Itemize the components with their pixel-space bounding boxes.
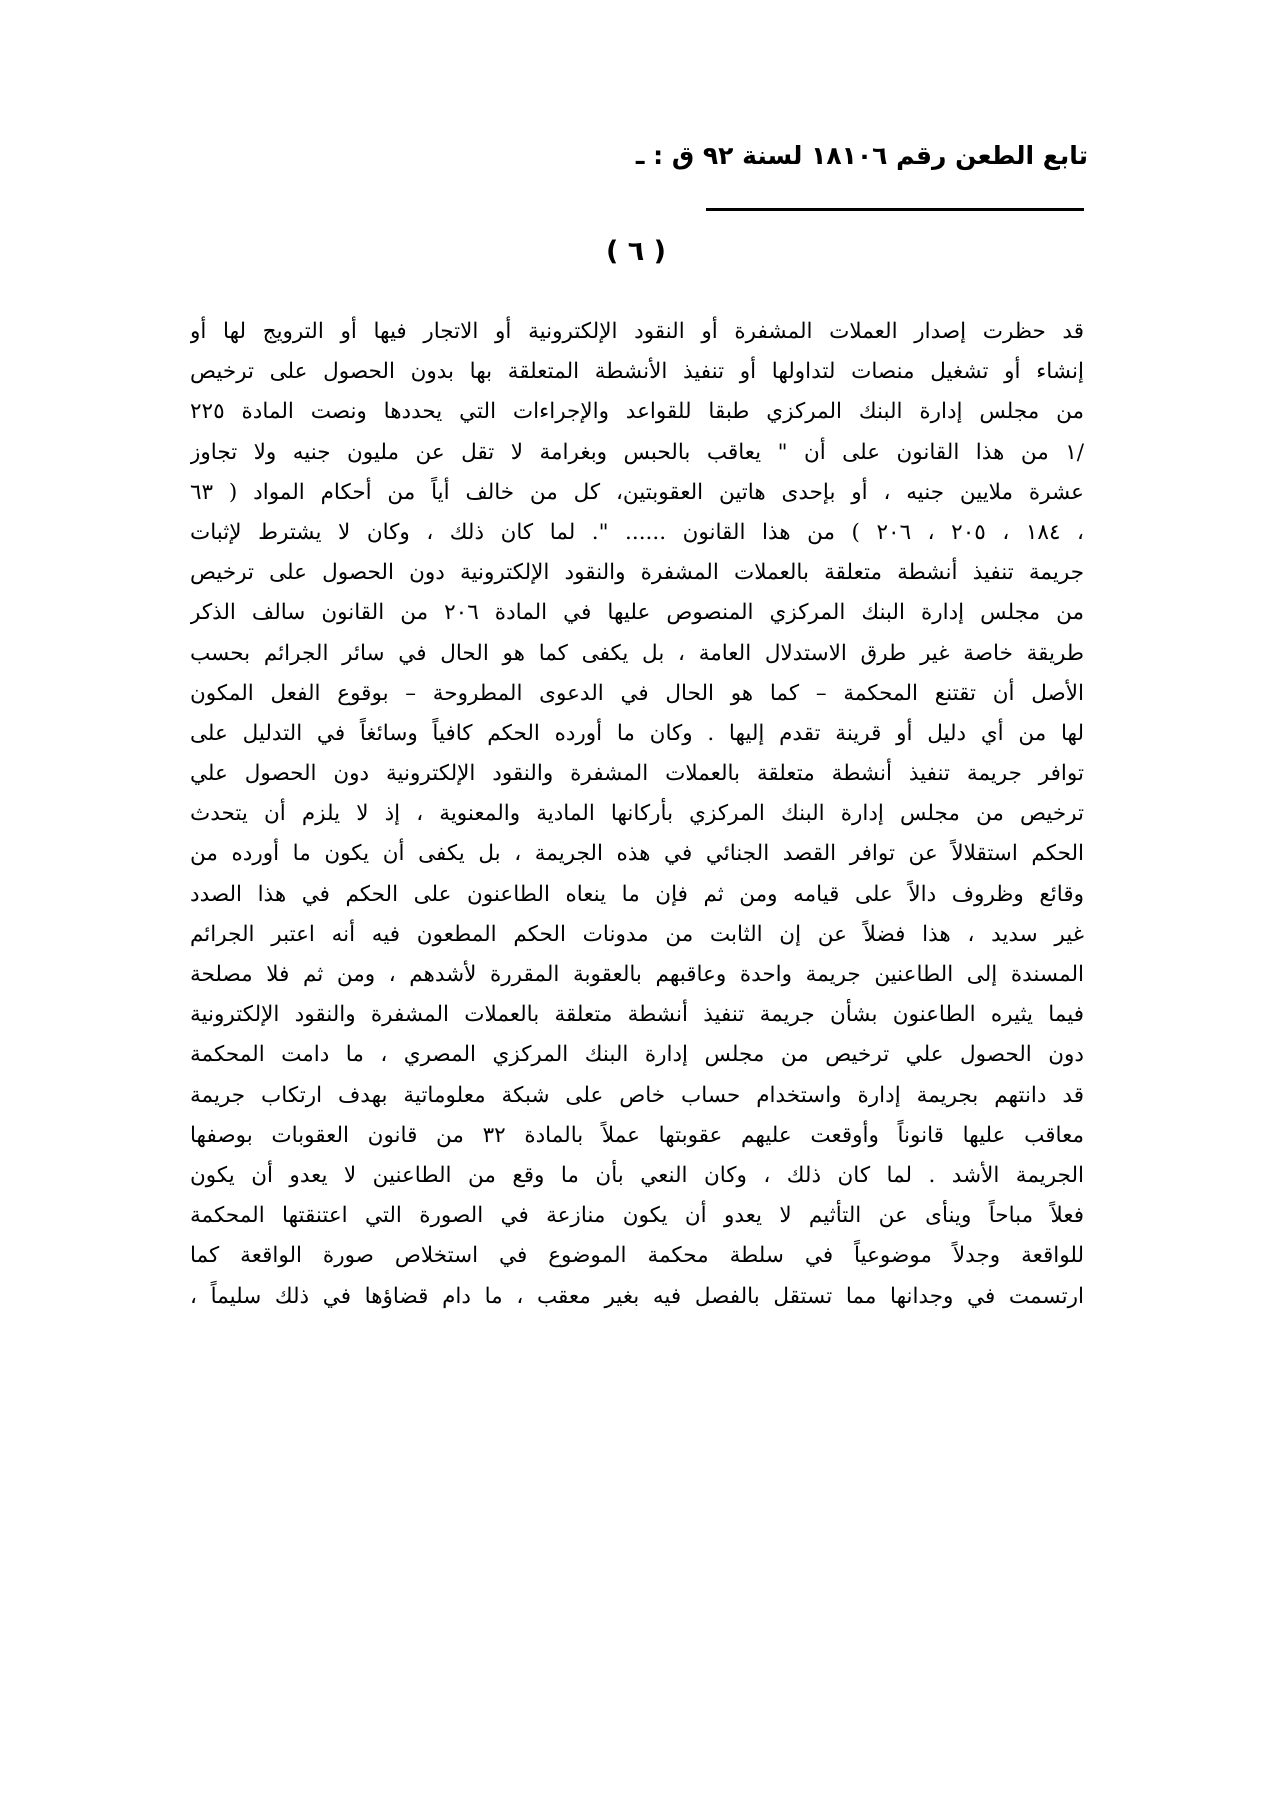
body-line: غير سديد ، هذا فضلاً عن إن الثابت من مدونات الحكم المطعون فيه أنه اعتبر الجرائم	[190, 921, 1084, 947]
body-line: وقائع وظروف دالاً على قيامه ومن ثم فإن ما ينعاه الطاعنون على الحكم في هذا الصدد	[190, 881, 1084, 907]
body-line: الحكم استقلالاً عن توافر القصد الجنائي في هذه الجريمة ، بل يكفى أن يكون ما أورده من	[190, 841, 1084, 867]
body-line: للواقعة وجدلاً موضوعياً في سلطة محكمة الموضوع في استخلاص صورة الواقعة كما	[190, 1243, 1084, 1269]
body-line: ارتسمت في وجدانها مما تستقل بالفصل فيه بغير معقب ، ما دام قضاؤها في ذلك سليماً ،	[190, 1283, 1084, 1309]
body-line: المسندة إلى الطاعنين جريمة واحدة وعاقبهم بالعقوبة المقررة لأشدهم ، ومن ثم فلا مصلحة	[190, 962, 1084, 987]
body-line: طريقة خاصة غير طرق الاستدلال العامة ، بل يكفى كما هو الحال في سائر الجرائم بحسب	[190, 640, 1084, 666]
body-line: ، ١٨٤ ، ٢٠٥ ، ٢٠٦ ) من هذا القانون ...... ". لما كان ذلك ، وكان لا يشترط لإثبات	[190, 519, 1084, 545]
body-line: لها من أي دليل أو قرينة تقدم إليها . وكان ما أورده الحكم كافياً وسائغاً في التدليل على	[190, 720, 1084, 746]
body-line: إنشاء أو تشغيل منصات لتداولها أو تنفيذ الأنشطة المتعلقة بها بدون الحصول على ترخيص	[190, 359, 1084, 385]
body-line: ترخيص من مجلس إدارة البنك المركزي بأركانها المادية والمعنوية ، إذ لا يلزم أن يتحدث	[190, 801, 1084, 827]
page-number: ( ٦ )	[606, 236, 666, 267]
case-header-title: تابع الطعن رقم ١٨١٠٦ لسنة ٩٢ ق : ـ	[635, 141, 1088, 170]
judgment-body-text	[190, 312, 1084, 1317]
header-divider	[706, 208, 1084, 211]
body-line: جريمة تنفيذ أنشطة متعلقة بالعملات المشفرة والنقود الإلكترونية دون الحصول على ترخيص	[190, 560, 1084, 586]
body-line: دون الحصول علي ترخيص من مجلس إدارة البنك المركزي المصري ، ما دامت المحكمة	[190, 1042, 1084, 1068]
body-line: فعلاً مباحاً وينأى عن التأثيم لا يعدو أن يكون منازعة في الصورة التي اعتنقتها المحكمة	[190, 1203, 1084, 1229]
body-line: فيما يثيره الطاعنون بشأن جريمة تنفيذ أنشطة متعلقة بالعملات المشفرة والنقود الإلكترونية	[190, 1002, 1084, 1028]
body-line: من مجلس إدارة البنك المركزي المنصوص عليها في المادة ٢٠٦ من القانون سالف الذكر	[190, 600, 1084, 626]
body-line: الجريمة الأشد . لما كان ذلك ، وكان النعي بأن ما وقع من الطاعنين لا يعدو أن يكون	[190, 1162, 1084, 1188]
body-line: قد دانتهم بجريمة إدارة واستخدام حساب خاص على شبكة معلوماتية بهدف ارتكاب جريمة	[190, 1082, 1084, 1108]
body-line: من مجلس إدارة البنك المركزي طبقا للقواعد والإجراءات التي يحددها ونصت المادة ٢٢٥	[190, 399, 1084, 425]
body-line: توافر جريمة تنفيذ أنشطة متعلقة بالعملات المشفرة والنقود الإلكترونية دون الحصول علي	[190, 761, 1084, 787]
body-line: الأصل أن تقتنع المحكمة – كما هو الحال في الدعوى المطروحة – بوقوع الفعل المكون	[190, 680, 1084, 706]
body-line: قد حظرت إصدار العملات المشفرة أو النقود الإلكترونية أو الاتجار فيها أو الترويج لها أو	[190, 319, 1084, 344]
body-line: معاقب عليها قانوناً وأوقعت عليهم عقوبتها عملاً بالمادة ٣٢ من قانون العقوبات بوصفها	[190, 1122, 1084, 1148]
body-line: عشرة ملايين جنيه ، أو بإحدى هاتين العقوبتين، كل من خالف أياً من أحكام المواد ( ٦٣	[190, 479, 1084, 505]
body-line: /١ من هذا القانون على أن " يعاقب بالحبس وبغرامة لا تقل عن مليون جنيه ولا تجاوز	[190, 439, 1084, 465]
